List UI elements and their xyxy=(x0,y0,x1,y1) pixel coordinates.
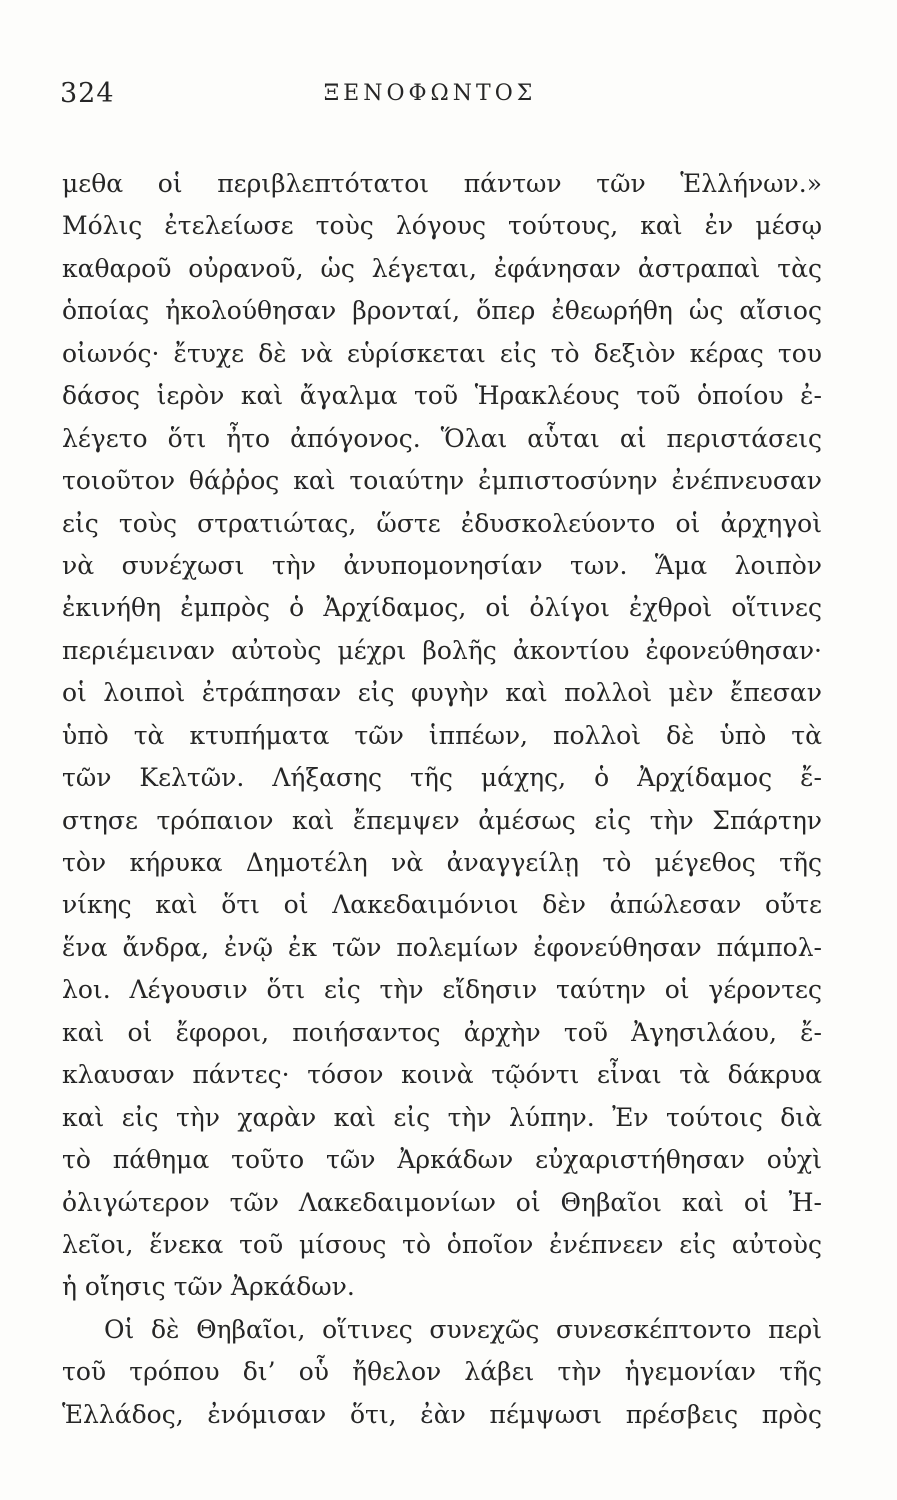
text-line: ἐκινήθη ἐμπρὸς ὁ Ἀρχίδαμος, οἱ ὀλίγοι ἐχθροὶ οἵτινες xyxy=(62,593,822,623)
paragraph-1 xyxy=(62,163,822,1309)
text-line: τὸ πάθημα τοῦτο τῶν Ἀρκάδων εὐχαριστήθησαν οὐχὶ xyxy=(62,1145,822,1175)
paragraph-2 xyxy=(62,1309,822,1436)
text-line: Ἑλλάδος, ἐνόμισαν ὅτι, ἐὰν πέμψωσι πρέσβεις πρὸς xyxy=(62,1399,822,1429)
text-line: καθαροῦ οὐρανοῦ, ὡς λέγεται, ἐφάνησαν ἀστραπαὶ τὰς xyxy=(62,253,822,283)
text-line: νὰ συνέχωσι τὴν ἀνυπομονησίαν των. Ἅμα λοιπὸν xyxy=(62,550,822,580)
text-line: τῶν Κελτῶν. Λήξασης τῆς μάχης, ὁ Ἀρχίδαμος ἔ- xyxy=(62,763,822,793)
text-line: καὶ οἱ ἔφοροι, ποιήσαντος ἀρχὴν τοῦ Ἀγησιλάου, ἔ- xyxy=(62,1017,822,1047)
text-line: οἰωνός· ἔτυχε δὲ νὰ εὑρίσκεται εἰς τὸ δεξιὸν κέρας του xyxy=(62,338,822,368)
text-line: δάσος ἱερὸν καὶ ἄγαλμα τοῦ Ἡρακλέους τοῦ ὁποίου ἐ- xyxy=(62,381,822,411)
text-line: τὸν κήρυκα Δημοτέλη νὰ ἀναγγείλῃ τὸ μέγεθος τῆς xyxy=(62,848,822,877)
text-line: ὁποίας ἠκολούθησαν βρονταί, ὅπερ ἐθεωρήθη ὡς αἴσιος xyxy=(62,296,822,326)
text-line: τοιοῦτον θάῤῥος καὶ τοιαύτην ἐμπιστοσύνην ἐνέπνευσαν xyxy=(62,466,822,496)
page-header xyxy=(60,78,820,118)
text-line: λεῖοι, ἕνεκα τοῦ μίσους τὸ ὁποῖον ἐνέπνεεν εἰς αὐτοὺς xyxy=(62,1229,822,1259)
text-line: οἱ λοιποὶ ἐτράπησαν εἰς φυγὴν καὶ πολλοὶ μὲν ἔπεσαν xyxy=(62,678,822,708)
text-line: εἰς τοὺς στρατιώτας, ὥστε ἐδυσκολεύοντο οἱ ἀρχηγοὶ xyxy=(62,508,822,538)
text-line: μεθα οἱ περιβλεπτότατοι πάντων τῶν Ἑλλήνων.» xyxy=(62,169,822,198)
text-line: λέγετο ὅτι ἦτο ἀπόγονος. Ὅλαι αὗται αἱ περιστάσεις xyxy=(62,423,822,453)
text-line: περιέμειναν αὐτοὺς μέχρι βολῆς ἀκοντίου ἐφονεύθησαν· xyxy=(62,635,822,665)
text-line: ἕνα ἄνδρα, ἐνῷ ἐκ τῶν πολεμίων ἐφονεύθησαν πάμπολ- xyxy=(62,932,822,962)
text-line: ὀλιγώτερον τῶν Λακεδαιμονίων οἱ Θηβαῖοι καὶ οἱ Ἠ- xyxy=(62,1187,822,1217)
main-text xyxy=(62,163,822,1436)
text-line: ὑπὸ τὰ κτυπήματα τῶν ἱππέων, πολλοὶ δὲ ὑπὸ τὰ xyxy=(62,720,822,750)
text-line: νίκης καὶ ὅτι οἱ Λακεδαιμόνιοι δὲν ἀπώλεσαν οὔτε xyxy=(62,890,822,920)
page-number: 324 xyxy=(60,78,115,109)
running-title: ΞΕΝΟΦΩΝΤΟΣ xyxy=(323,81,537,106)
text-line: στησε τρόπαιον καὶ ἔπεμψεν ἀμέσως εἰς τὴν Σπάρτην xyxy=(62,805,822,835)
text-line: λοι. Λέγουσιν ὅτι εἰς τὴν εἴδησιν ταύτην οἱ γέροντες xyxy=(62,975,822,1005)
text-line: κλαυσαν πάντες· τόσον κοινὰ τῷόντι εἶναι τὰ δάκρυα xyxy=(62,1060,822,1090)
text-line: Οἱ δὲ Θηβαῖοι, οἵτινες συνεχῶς συνεσκέπτοντο περὶ xyxy=(104,1314,822,1344)
text-line: ἡ οἴησις τῶν Ἀρκάδων. xyxy=(62,1272,355,1302)
text-line: Μόλις ἐτελείωσε τοὺς λόγους τούτους, καὶ ἐν μέσῳ xyxy=(62,211,822,241)
text-line: καὶ εἰς τὴν χαρὰν καὶ εἰς τὴν λύπην. Ἐν τούτοις διὰ xyxy=(62,1102,822,1132)
text-line: τοῦ τρόπου δι’ οὗ ἤθελον λάβει τὴν ἡγεμονίαν τῆς xyxy=(62,1357,822,1387)
